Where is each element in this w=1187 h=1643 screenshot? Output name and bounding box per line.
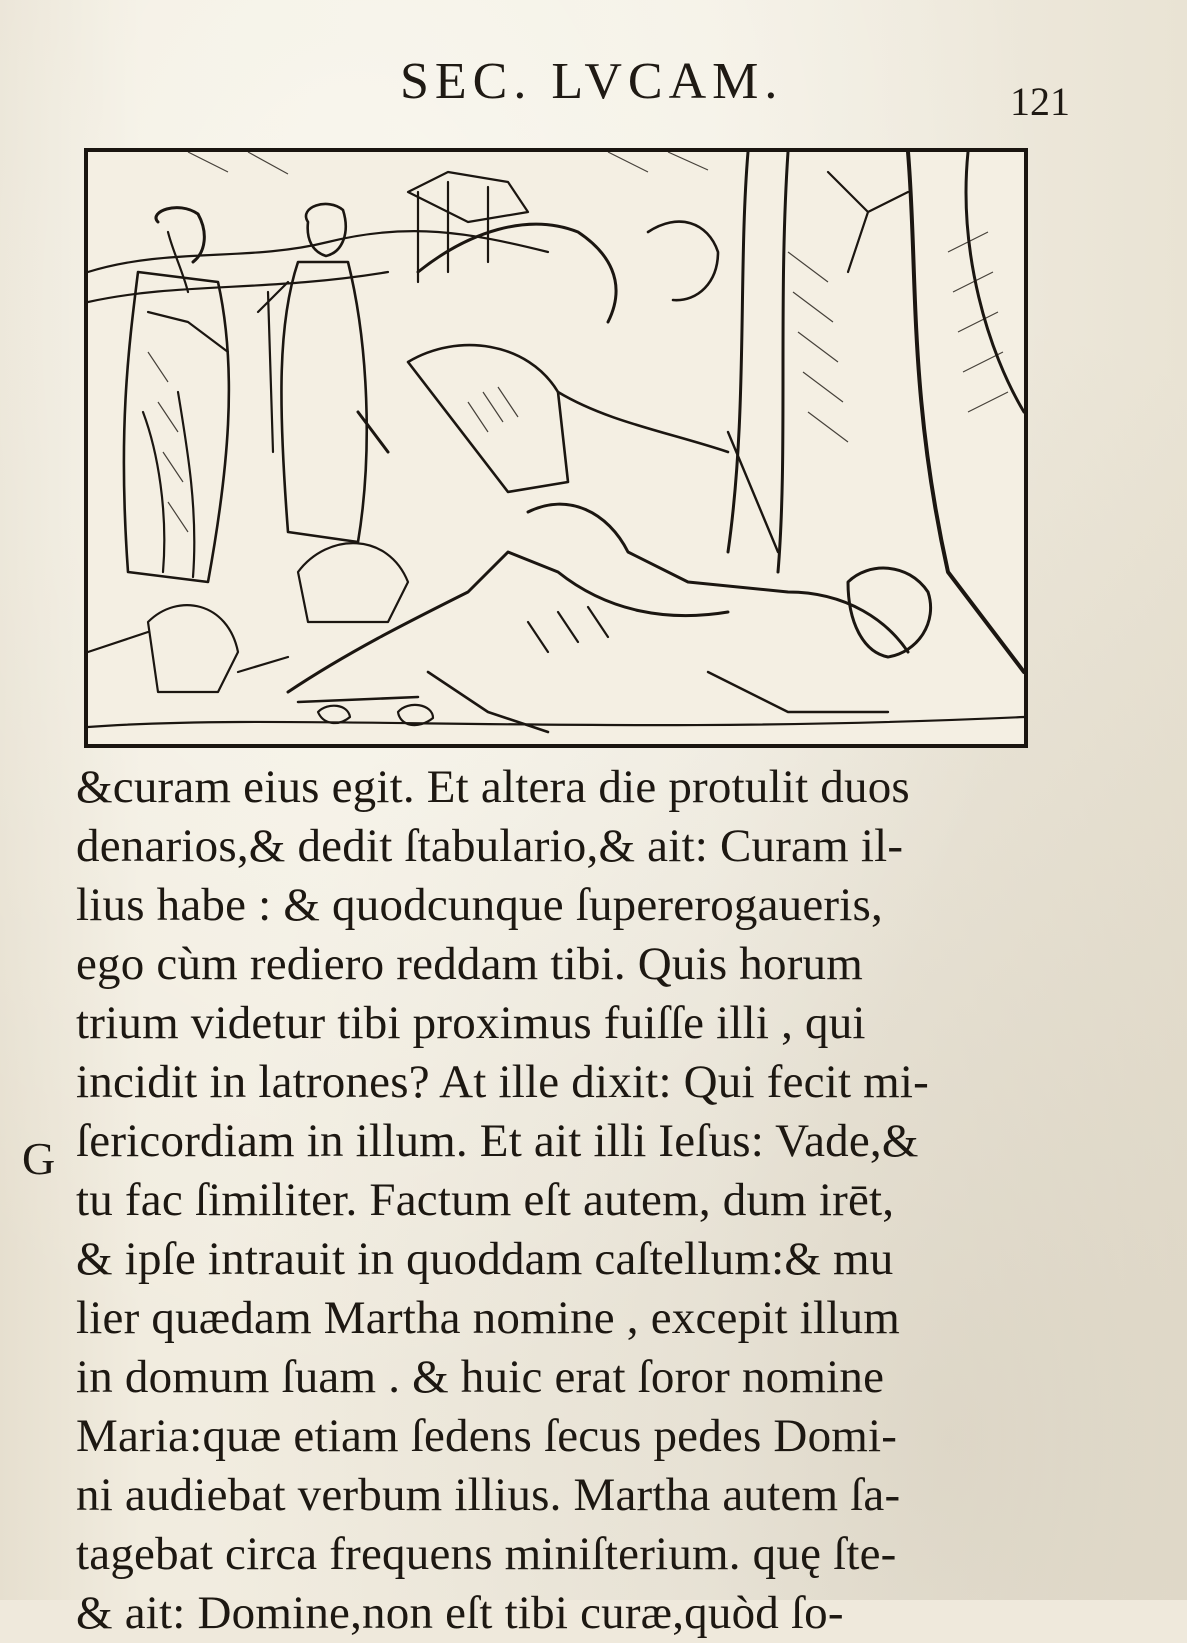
text-line: trium videtur tibi proximus fuiſſe illi , qui	[76, 997, 866, 1049]
woodcut-drawing	[88, 152, 1024, 744]
text-line: lius habe : & quodcunque ſupererogaueris,	[76, 879, 883, 931]
page-number: 121	[1010, 79, 1070, 124]
text-line: ſericordiam in illum. Et ait illi Ieſus: Vade,&	[76, 1115, 919, 1167]
margin-letter: G	[22, 1133, 56, 1184]
text-line: denarios,& dedit ſtabulario,& ait: Curam il-	[76, 820, 904, 872]
text-line: tagebat circa frequens miniſterium. quę ſte-	[76, 1528, 897, 1580]
running-head: SEC. LVCAM.	[400, 53, 784, 110]
text-line: incidit in latrones? At ille dixit: Qui fecit mi-	[76, 1056, 930, 1108]
text-line: lier quædam Martha nomine , excepit illum	[76, 1292, 900, 1344]
body-text	[76, 758, 1036, 1643]
text-line: in domum ſuam . & huic erat ſoror nomine	[76, 1351, 885, 1403]
text-line: &curam eius egit. Et altera die protulit duos	[76, 761, 910, 813]
text-line: tu fac ſimiliter. Factum eſt autem, dum irēt,	[76, 1174, 895, 1226]
text-line: & ipſe intrauit in quoddam caſtellum:& mu	[76, 1233, 894, 1285]
text-line: ni audiebat verbum illius. Martha autem ſa-	[76, 1469, 901, 1521]
text-line: & ait: Domine,non eſt tibi curæ,quòd ſo-	[76, 1587, 844, 1639]
text-line: ego cùm rediero reddam tibi. Quis horum	[76, 938, 864, 990]
woodcut-illustration	[84, 148, 1028, 748]
text-line: Maria:quæ etiam ſedens ſecus pedes Domi-	[76, 1410, 898, 1462]
